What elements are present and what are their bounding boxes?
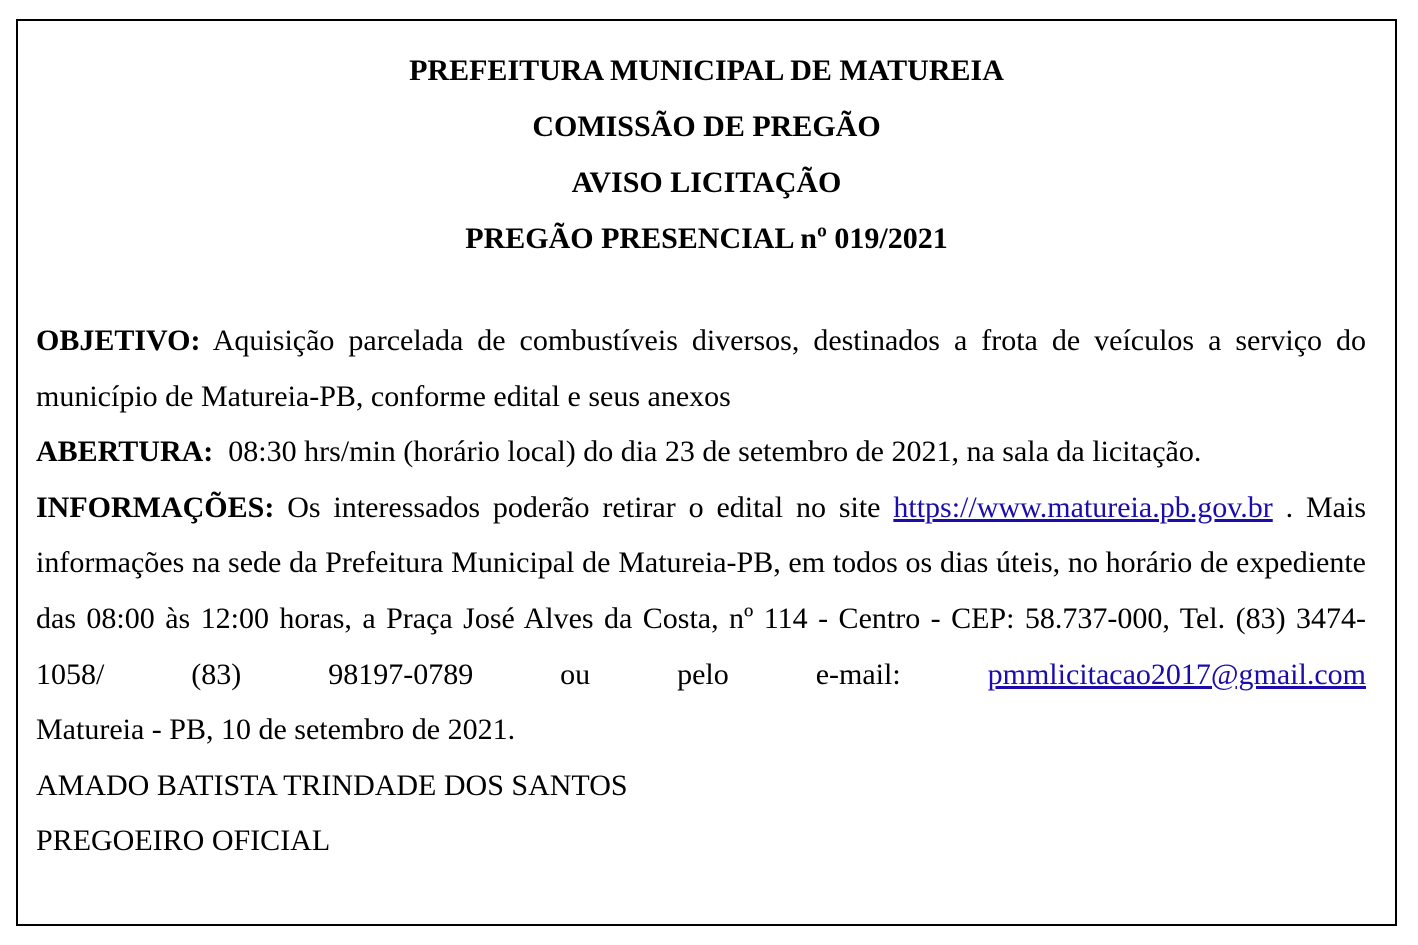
notice-body <box>36 313 1366 869</box>
header-process-number: PREGÃO PRESENCIAL nº 019/2021 <box>465 222 948 255</box>
informacoes-text: Os interessados poderão retirar o edital no site <box>287 490 881 524</box>
informacoes-paragraph <box>36 480 1366 702</box>
notice-header <box>18 43 1395 267</box>
header-notice-type: AVISO LICITAÇÃO <box>571 166 842 199</box>
informacoes-label: INFORMAÇÕES: <box>36 490 275 524</box>
objetivo-label: OBJETIVO: <box>36 324 201 357</box>
email-link[interactable]: pmmlicitacao2017@gmail.com <box>987 657 1366 691</box>
informacoes-details: . Mais informações na sede da Prefeitura Municipal de Matureia-PB, em todos os dias úteis, no horário de expediente das 08:00 às 12:00 horas, a Praça José Alves da Costa, nº 114 - Centro - CEP: 58.737-000, Tel. (83) 3474-1058/ (83) 98197-0789 ou pelo e-mail: <box>36 490 1366 691</box>
objetivo-text: Aquisição parcelada de combustíveis diversos, destinados a frota de veículos a serviço do município de Matureia-PB, conforme edital e seus anexos <box>36 324 1366 413</box>
place-date: Matureia - PB, 10 de setembro de 2021. <box>36 713 516 747</box>
abertura-paragraph <box>36 424 1366 480</box>
notice-box <box>16 19 1397 926</box>
objetivo-paragraph <box>36 313 1366 424</box>
header-commission: COMISSÃO DE PREGÃO <box>532 110 881 143</box>
signer-name: AMADO BATISTA TRINDADE DOS SANTOS <box>36 768 628 802</box>
abertura-label: ABERTURA: <box>36 435 214 469</box>
signer-role: PREGOEIRO OFICIAL <box>36 824 331 858</box>
abertura-text: 08:30 hrs/min (horário local) do dia 23 de setembro de 2021, na sala da licitação. <box>228 435 1202 469</box>
header-municipality: PREFEITURA MUNICIPAL DE MATUREIA <box>409 54 1004 87</box>
website-link[interactable]: https://www.matureia.pb.gov.br <box>893 490 1273 524</box>
